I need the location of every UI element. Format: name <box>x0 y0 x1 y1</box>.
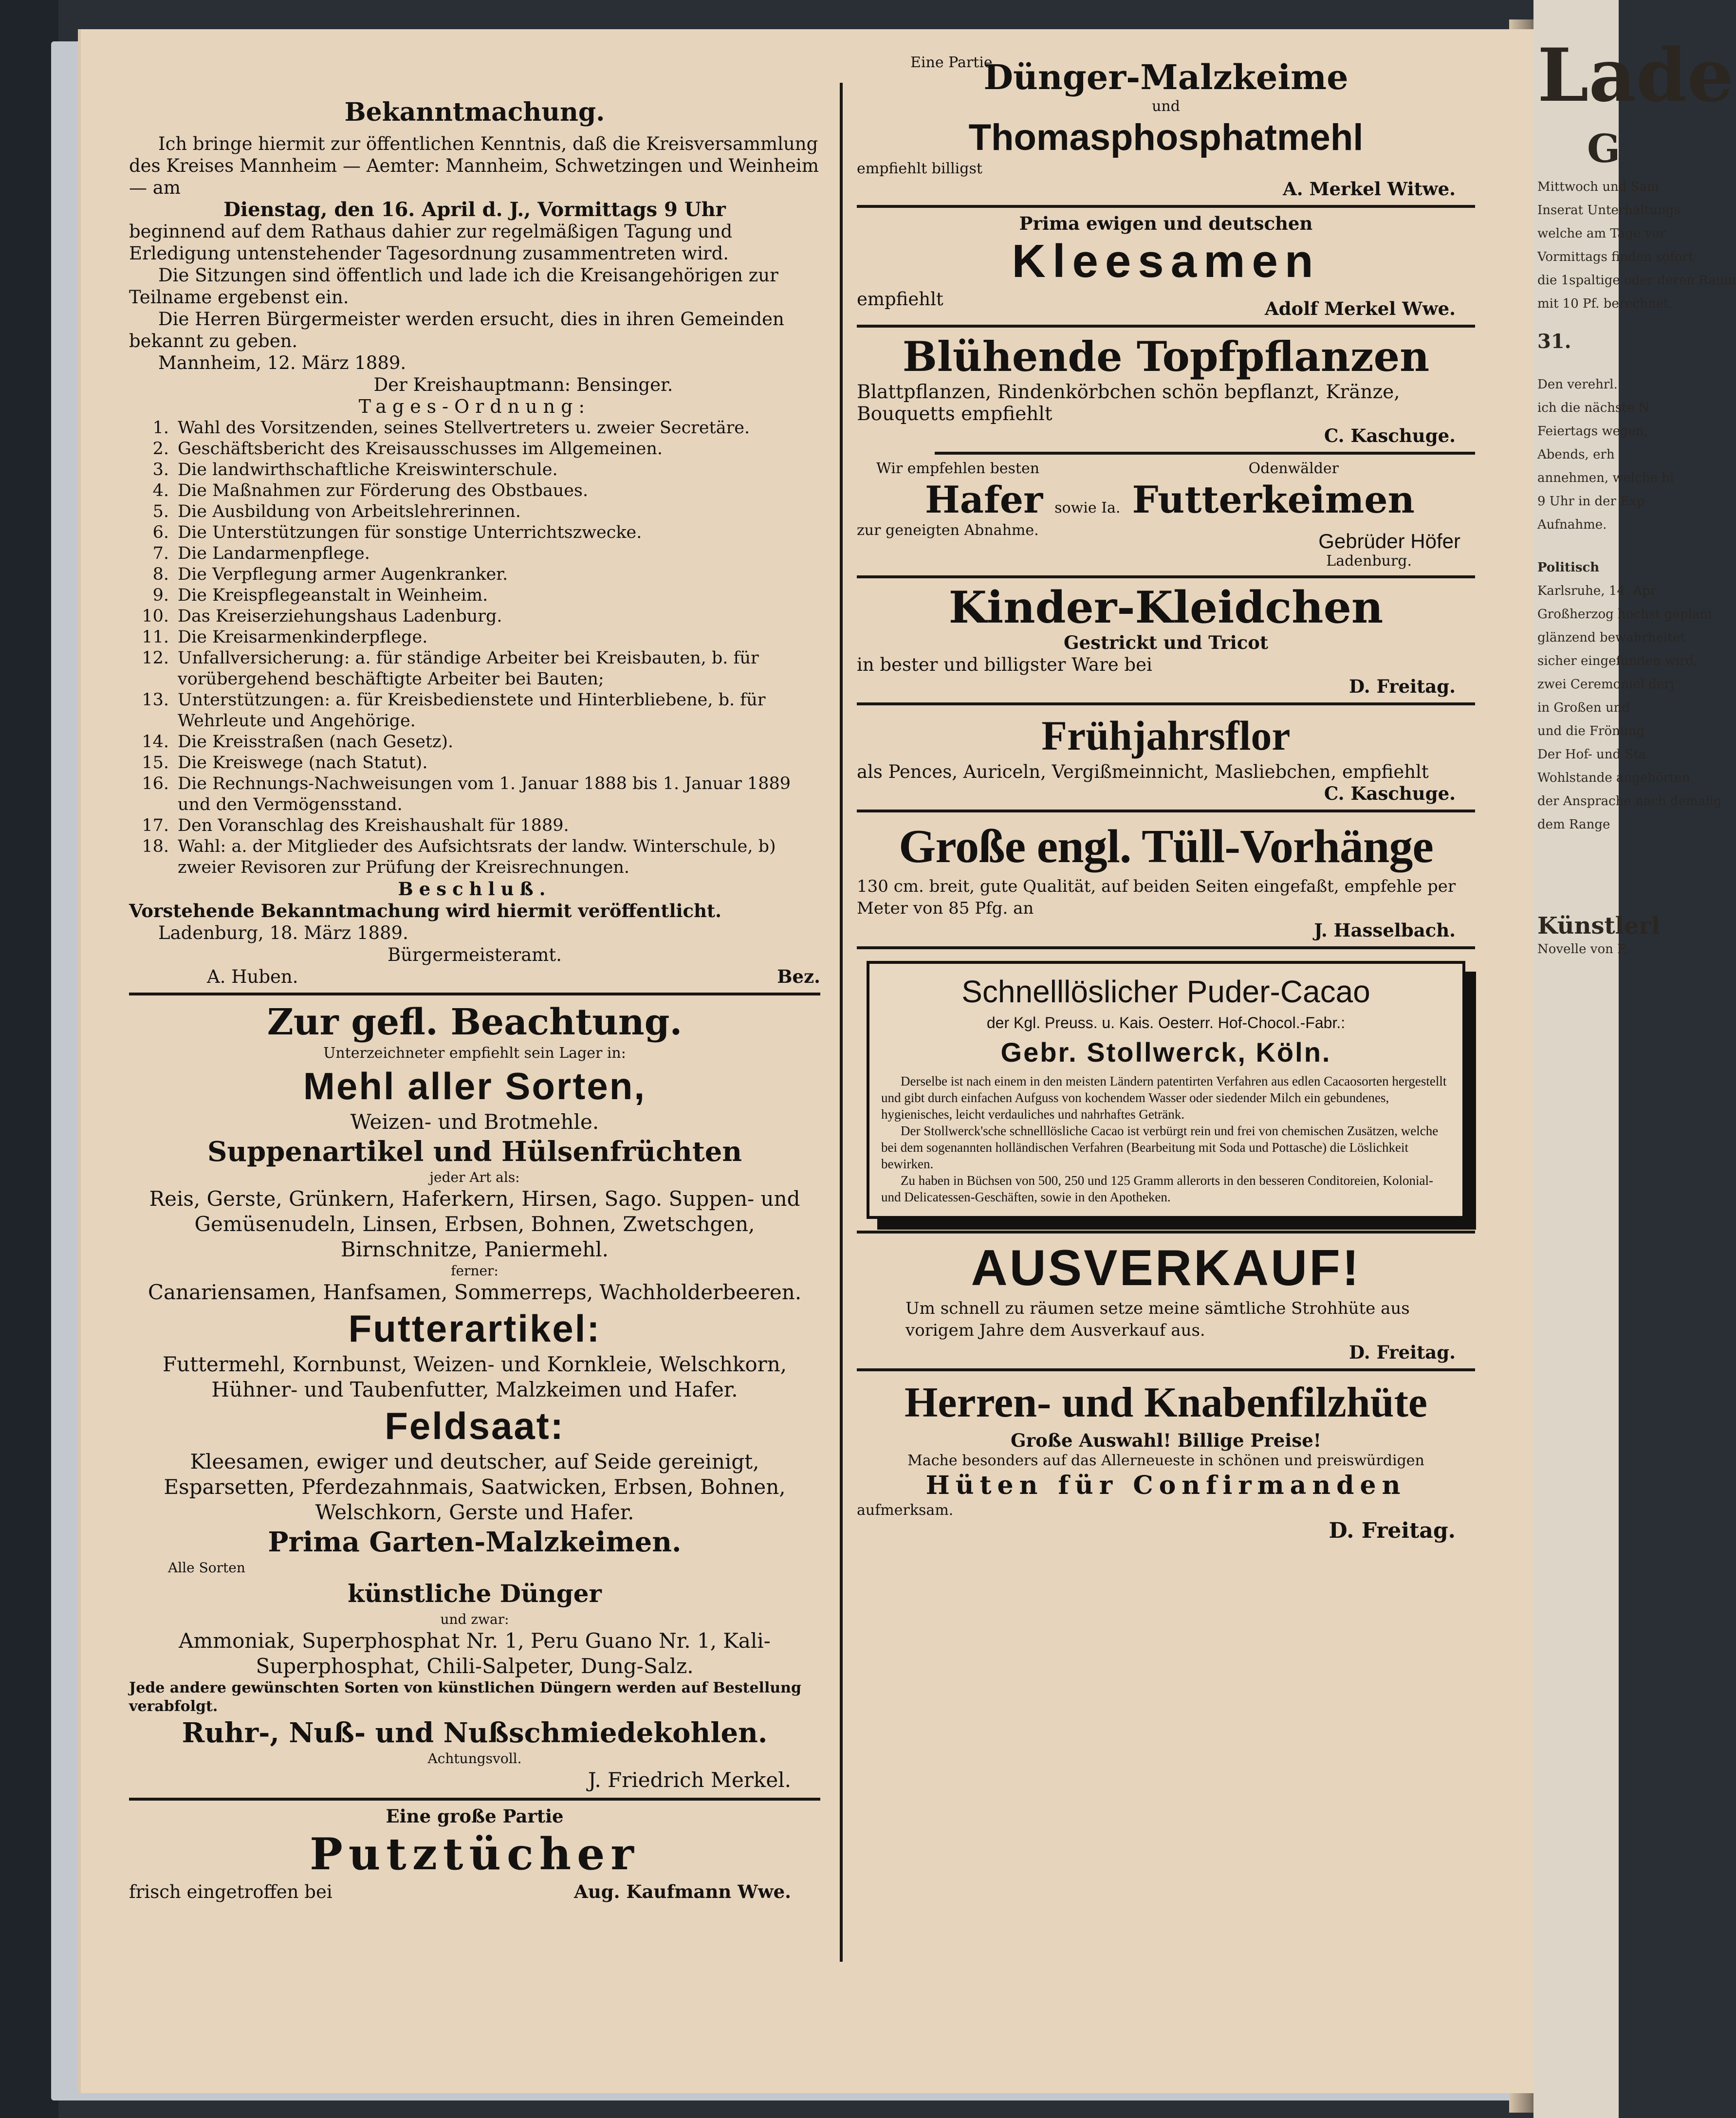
notice-title: Bekanntmachung. <box>344 97 605 127</box>
ausverkauf-signer: D. Freitag. <box>1348 1341 1456 1363</box>
stollwerck-cacao-ad <box>867 961 1465 1219</box>
tuell-body: 130 cm. breit, gute Qualität, auf beiden Seiten eingefaßt, empfehle per Meter von 85 Pfg. an <box>857 877 1456 918</box>
np-line: der Ansprache nach demalig <box>1537 794 1722 809</box>
malzkeime-heading: Dünger-Malzkeime <box>983 57 1348 97</box>
agenda-item: 9. Die Kreispflegeanstalt in Weinheim. <box>152 586 488 605</box>
tuell-title: Große engl. Tüll-Vorhänge <box>899 820 1433 873</box>
next-page-fragment <box>1533 0 1736 2118</box>
np-line: Abends, erh <box>1537 447 1615 462</box>
beachtung-intro: Unterzeichneter empfiehlt sein Lager in: <box>323 1045 626 1062</box>
agenda-item: 10. Das Kreiserziehungshaus Ladenburg. <box>142 607 502 626</box>
notice-place-date: Mannheim, 12. März 1889. <box>158 352 406 373</box>
alle-sorten: Alle Sorten <box>168 1560 245 1576</box>
agenda-item: 8. Die Verpflegung armer Augenkranker. <box>152 565 508 584</box>
feldsaat-heading: Feldsaat: <box>385 1404 565 1447</box>
hafer-heading: Hafer <box>925 478 1043 521</box>
duenger-line: Ammoniak, Superphosphat Nr. 1, Peru Guano Nr. 1, Kali-Superphosphat, Chili-Salpeter, Dung-Salz. <box>179 1629 771 1678</box>
np-line: 31. <box>1537 330 1571 353</box>
feldsaat-line: Kleesamen, ewiger und deutscher, auf Seide gereinigt, Esparsetten, Pferdezahnmais, Saatwicken, Erbsen, Bohnen, Welschkorn, Gerste und Hafer. <box>164 1450 786 1524</box>
np-line: Inserat Unterhaltungs <box>1537 203 1681 218</box>
topfpflanzen-title: Blühende Topfpflanzen <box>902 332 1430 381</box>
stollwerck-sub: der Kgl. Preuss. u. Kais. Oesterr. Hof-Chocol.-Fabr.: <box>986 1014 1346 1031</box>
agenda-item: 5. Die Ausbildung von Arbeitslehrerinnen. <box>152 502 521 521</box>
und-zwar: und zwar: <box>440 1611 509 1627</box>
beschluss: Beschluß. <box>398 878 552 900</box>
stollwerck-paragraph-1: Derselbe ist nach einem in den meisten Ländern patentirten Verfahren aus edlen Cacaosorten hergestellt und gibt durch einfachen Aufguss von kochendem Wasser oder siedender Milch ein gebundenes, hygienisches, leicht verdauliches und nahrhaftes Getränk. <box>881 1073 1447 1122</box>
tuell-signer: J. Hasselbach. <box>1314 920 1456 941</box>
agenda-item: 6. Die Unterstützungen für sonstige Unterrichtszwecke. <box>152 523 642 542</box>
bekanntmachung-notice <box>129 97 820 988</box>
np-line: welche am Tage vor <box>1537 226 1666 241</box>
np-line: zwei Ceremoniel derj <box>1537 677 1674 692</box>
np-line: dem Range <box>1537 817 1610 832</box>
malzkeime-tail: empfiehlt billigst <box>857 160 982 177</box>
suppen-line: Reis, Gerste, Grünkern, Haferkern, Hirsen, Sago. Suppen- und Gemüsenudeln, Linsen, Erbsen, Bohnen, Zwetschgen, Birnschnitze, Paniermehl. <box>149 1187 800 1261</box>
agenda-title: Tages-Ordnung: <box>358 396 591 417</box>
kleesamen-ad <box>857 213 1475 320</box>
hafer-sowie: sowie Ia. <box>1054 499 1121 516</box>
beachtung-title: Zur gefl. Beachtung. <box>267 1001 683 1043</box>
notice-date-continuation: beginnend auf dem Rathaus dahier zur regelmäßigen Tagung und Erledigung untenstehender Tagesordnung zusammentreten wird. <box>129 221 733 264</box>
notice-paragraph-2: Die Sitzungen sind öffentlich und lade ich die Kreisangehörigen zur Teilname ergebenst ein. <box>129 265 778 308</box>
mehl-line: Weizen- und Brotmehle. <box>350 1110 599 1134</box>
np-line: Novelle von F. <box>1537 942 1628 957</box>
np-line: ich die nächste N <box>1537 401 1650 415</box>
column-rule <box>935 452 1475 455</box>
agenda-item: 13. Unterstützungen: a. für Kreisbedienstete und Hinterbliebene, b. für Wehrleute und Angehörige. <box>142 690 766 731</box>
np-line: Der Hof- und Sta <box>1537 747 1646 762</box>
np-line: Großherzog hochst geplant <box>1537 607 1713 622</box>
hafer-pre-right: Odenwälder <box>1248 460 1339 477</box>
samen-line: Canariensamen, Hanfsamen, Sommerreps, Wachholderbeeren. <box>148 1280 802 1304</box>
filzhuete-tail: aufmerksam. <box>857 1501 954 1519</box>
column-rule <box>129 1798 820 1801</box>
hafer-signer: Gebrüder Höfer <box>1318 530 1460 553</box>
duenger-malzkeime-ad <box>857 54 1475 200</box>
putztuecher-title: Putztücher <box>310 1828 640 1880</box>
jede-andere-line: Jede andere gewünschten Sorten von künstlichen Düngern werden auf Bestellung verabfolgt. <box>129 1679 801 1715</box>
column-rule <box>857 810 1475 812</box>
agenda-item: 12. Unfallversicherung: a. für ständige Arbeiter bei Kreisbauten, b. für vorübergehend beschäftigte Arbeiter bei Bauten; <box>142 648 759 689</box>
column-rule <box>857 702 1475 705</box>
duenger-heading: künstliche Dünger <box>348 1579 602 1608</box>
suppen-heading: Suppenartikel und Hülsenfrüchten <box>207 1136 742 1168</box>
mehl-heading: Mehl aller Sorten, <box>303 1065 646 1107</box>
fruehjahrsflor-ad <box>857 710 1475 805</box>
agenda-item: 16. Die Rechnungs-Nachweisungen vom 1. Januar 1888 bis 1. Januar 1889 und den Vermögensstand. <box>142 774 791 814</box>
notice-place-date-2: Ladenburg, 18. März 1889. <box>158 922 408 943</box>
column-rule <box>857 205 1475 208</box>
topfpflanzen-body: Blattpflanzen, Rindenkörbchen schön bepflanzt, Kränze, Bouquetts empfiehlt <box>857 381 1400 425</box>
putztuecher-line: frisch eingetroffen bei <box>129 1881 332 1902</box>
filzhuete-body: Mache besonders auf das Allerneueste in schönen und preiswürdigen <box>907 1452 1424 1469</box>
np-line: die 1spaltige oder deren Raum <box>1537 273 1736 288</box>
futter-heading: Futterartikel: <box>348 1307 601 1350</box>
column-divider <box>840 83 843 1962</box>
agenda-list <box>142 418 820 878</box>
topfpflanzen-ad <box>857 332 1475 447</box>
agenda-item: 1. Wahl des Vorsitzenden, seines Stellvertreters u. zweier Secretäre. <box>152 418 750 438</box>
putztuecher-ad <box>129 1805 820 1903</box>
agenda-item: 15. Die Kreiswege (nach Statut). <box>142 753 428 773</box>
achtungsvoll: Achtungsvoll. <box>427 1750 522 1767</box>
agenda-item: 4. Die Maßnahmen zur Förderung des Obstbaues. <box>152 481 589 500</box>
column-rule <box>857 575 1475 578</box>
hafer-pre-left: Wir empfehlen besten <box>876 460 1040 477</box>
agenda-item: 2. Geschäftsbericht des Kreisausschusses im Allgemeinen. <box>152 439 663 459</box>
np-line: Den verehrl. <box>1537 377 1618 392</box>
np-line: Wohlstande angehörten <box>1537 771 1690 785</box>
kinder-body: in bester und billigster Ware bei <box>857 654 1152 675</box>
tuell-vorhaenge-ad <box>857 817 1475 941</box>
topfpflanzen-signer: C. Kaschuge. <box>1324 425 1456 446</box>
kinder-sub: Gestrickt und Tricot <box>1064 632 1268 653</box>
np-line: Lade <box>1537 33 1734 118</box>
filzhuete-signer: D. Freitag. <box>1329 1518 1456 1543</box>
np-line: 9 Uhr in der Exp <box>1537 494 1645 509</box>
hafer-tail: zur geneigten Abnahme. <box>857 522 1039 539</box>
malz-heading: Prima Garten-Malzkeimen. <box>268 1526 682 1558</box>
merkel-grocery-ad <box>129 1000 820 1793</box>
putztuecher-pre: Eine große Partie <box>386 1805 564 1827</box>
right-column <box>857 54 1475 2030</box>
agenda-item: 7. Die Landarmenpflege. <box>152 544 370 563</box>
malzkeime-signer: A. Merkel Witwe. <box>1283 178 1456 200</box>
filzhuete-sub: Große Auswahl! Billige Preise! <box>1011 1429 1321 1451</box>
np-line: und die Frönung <box>1537 724 1645 738</box>
np-line: G <box>1587 126 1621 171</box>
stollwerck-paragraph-2: Der Stollwerck'sche schnelllösliche Cacao ist verbürgt rein und frei von chemischen Zusätzen, welche bei dem sogenannten holländischen Verfahren (Bearbeitung mit Soda und Pottasche) die Löslichkeit bewirken. <box>881 1123 1439 1171</box>
agenda-item: 11. Die Kreisarmenkinderpflege. <box>142 627 428 647</box>
stollwerck-paragraph-3: Zu haben in Büchsen von 500, 250 und 125 Gramm allerorts in den besseren Conditoreien, Kolonial- und Delicatessen-Geschäften, sowie in den Apotheken. <box>881 1173 1434 1204</box>
notice-paragraph-3: Die Herren Bürgermeister werden ersucht, dies in ihren Gemeinden bekannt zu geben. <box>129 309 784 351</box>
np-line: in Großen und <box>1537 700 1630 715</box>
hafer-ad <box>857 460 1475 571</box>
agenda-item: 18. Wahl: a. der Mitglieder des Aufsichtsrats der landw. Winterschule, b) zweier Revisoren zur Prüfung der Kreisrechnungen. <box>142 837 776 877</box>
fruehjahrsflor-body: als Pences, Auriceln, Vergißmeinnicht, Masliebchen, empfiehlt <box>857 761 1429 782</box>
kleesamen-tail: empfiehlt <box>857 289 943 310</box>
scanner-background <box>0 0 58 2118</box>
np-line: Mittwoch und Sam <box>1537 180 1659 194</box>
merkel-signer: J. Friedrich Merkel. <box>588 1768 791 1792</box>
np-line: mit 10 Pf. berechnet. <box>1537 296 1673 311</box>
np-line: Aufnahme. <box>1537 517 1607 532</box>
hafer-place: Ladenburg. <box>1326 553 1412 570</box>
kohlen-heading: Ruhr-, Nuß- und Nußschmiedekohlen. <box>182 1717 768 1749</box>
notice-date-line: Dienstag, den 16. April d. J., Vormittags 9 Uhr <box>223 198 726 221</box>
partie-pre: Eine Partie <box>910 54 993 71</box>
kleesamen-signer: Adolf Merkel Wwe. <box>1264 298 1456 319</box>
left-column <box>129 54 820 2030</box>
thomasphosphat-heading: Thomasphosphatmehl <box>968 117 1364 158</box>
notice-signature: Der Kreishauptmann: Bensinger. <box>373 374 673 395</box>
jeder-art: jeder Art als: <box>429 1169 520 1185</box>
notice-signer: A. Huben. <box>207 966 298 987</box>
np-line: Politisch <box>1537 560 1600 575</box>
kinder-kleidchen-ad <box>857 583 1475 698</box>
futter-line: Futtermehl, Kornbunst, Weizen- und Kornkleie, Welschkorn, Hühner- und Taubenfutter, Malzkeimen und Hafer. <box>162 1352 787 1401</box>
agenda-item: 17. Den Voranschlag des Kreishaushalt für 1889. <box>142 816 569 835</box>
putztuecher-signer: Aug. Kaufmann Wwe. <box>574 1881 791 1902</box>
futterkeimen-heading: Futterkeimen <box>1132 478 1415 521</box>
confirmanden-heading: Hüten für Confirmanden <box>925 1470 1406 1500</box>
notice-intro: Ich bringe hiermit zur öffentlichen Kenntnis, daß die Kreisversammlung des Kreises Mannheim — Aemter: Mannheim, Schwetzingen und Weinheim — am <box>129 133 819 198</box>
notice-office: Bürgermeisteramt. <box>387 944 562 965</box>
filzhuete-title: Herren- und Knabenfilzhüte <box>904 1379 1427 1426</box>
kinder-title: Kinder-Kleidchen <box>948 582 1384 633</box>
kinder-signer: D. Freitag. <box>1348 676 1456 697</box>
column-rule <box>857 946 1475 949</box>
stollwerck-title: Schnelllöslicher Puder-Cacao <box>961 974 1370 1009</box>
agenda-item: 3. Die landwirthschaftliche Kreiswinterschule. <box>152 460 558 479</box>
kleesamen-title: Kleesamen <box>1012 235 1320 287</box>
stollwerck-firm: Gebr. Stollwerck, Köln. <box>1000 1037 1331 1068</box>
ausverkauf-body: Um schnell zu räumen setze meine sämtliche Strohhüte aus vorigem Jahre dem Ausverkauf aus. <box>905 1298 1410 1340</box>
np-line: Feiertags wegen, <box>1537 424 1648 439</box>
filzhuete-ad <box>857 1376 1475 1542</box>
fruehjahrsflor-title: Frühjahrsflor <box>1041 712 1291 759</box>
notice-closing: Vorstehende Bekanntmachung wird hiermit veröffentlicht. <box>129 900 721 921</box>
np-line: Karlsruhe, 14. Apr <box>1537 584 1657 598</box>
np-line: glänzend bewahrheitet <box>1537 630 1685 645</box>
fruehjahrsflor-signer: C. Kaschuge. <box>1324 783 1456 804</box>
column-rule <box>129 993 820 995</box>
np-line: sicher eingefunden wird, <box>1537 654 1698 668</box>
np-line: annehmen, welche bi <box>1537 471 1674 485</box>
column-rule <box>857 1231 1475 1234</box>
np-line: Künstlerl <box>1537 912 1660 939</box>
malzkeime-und: und <box>1152 98 1180 115</box>
column-rule <box>857 1368 1475 1371</box>
ausverkauf-ad <box>857 1238 1475 1363</box>
ferner: ferner: <box>451 1263 499 1279</box>
column-rule <box>857 325 1475 328</box>
agenda-item: 14. Die Kreisstraßen (nach Gesetz). <box>142 732 454 752</box>
notice-signer-suffix: Bez. <box>777 966 820 987</box>
ausverkauf-title: AUSVERKAUF! <box>971 1239 1361 1296</box>
kleesamen-pre: Prima ewigen und deutschen <box>1019 213 1313 234</box>
np-line: Vormittags finden sofort <box>1537 250 1694 264</box>
